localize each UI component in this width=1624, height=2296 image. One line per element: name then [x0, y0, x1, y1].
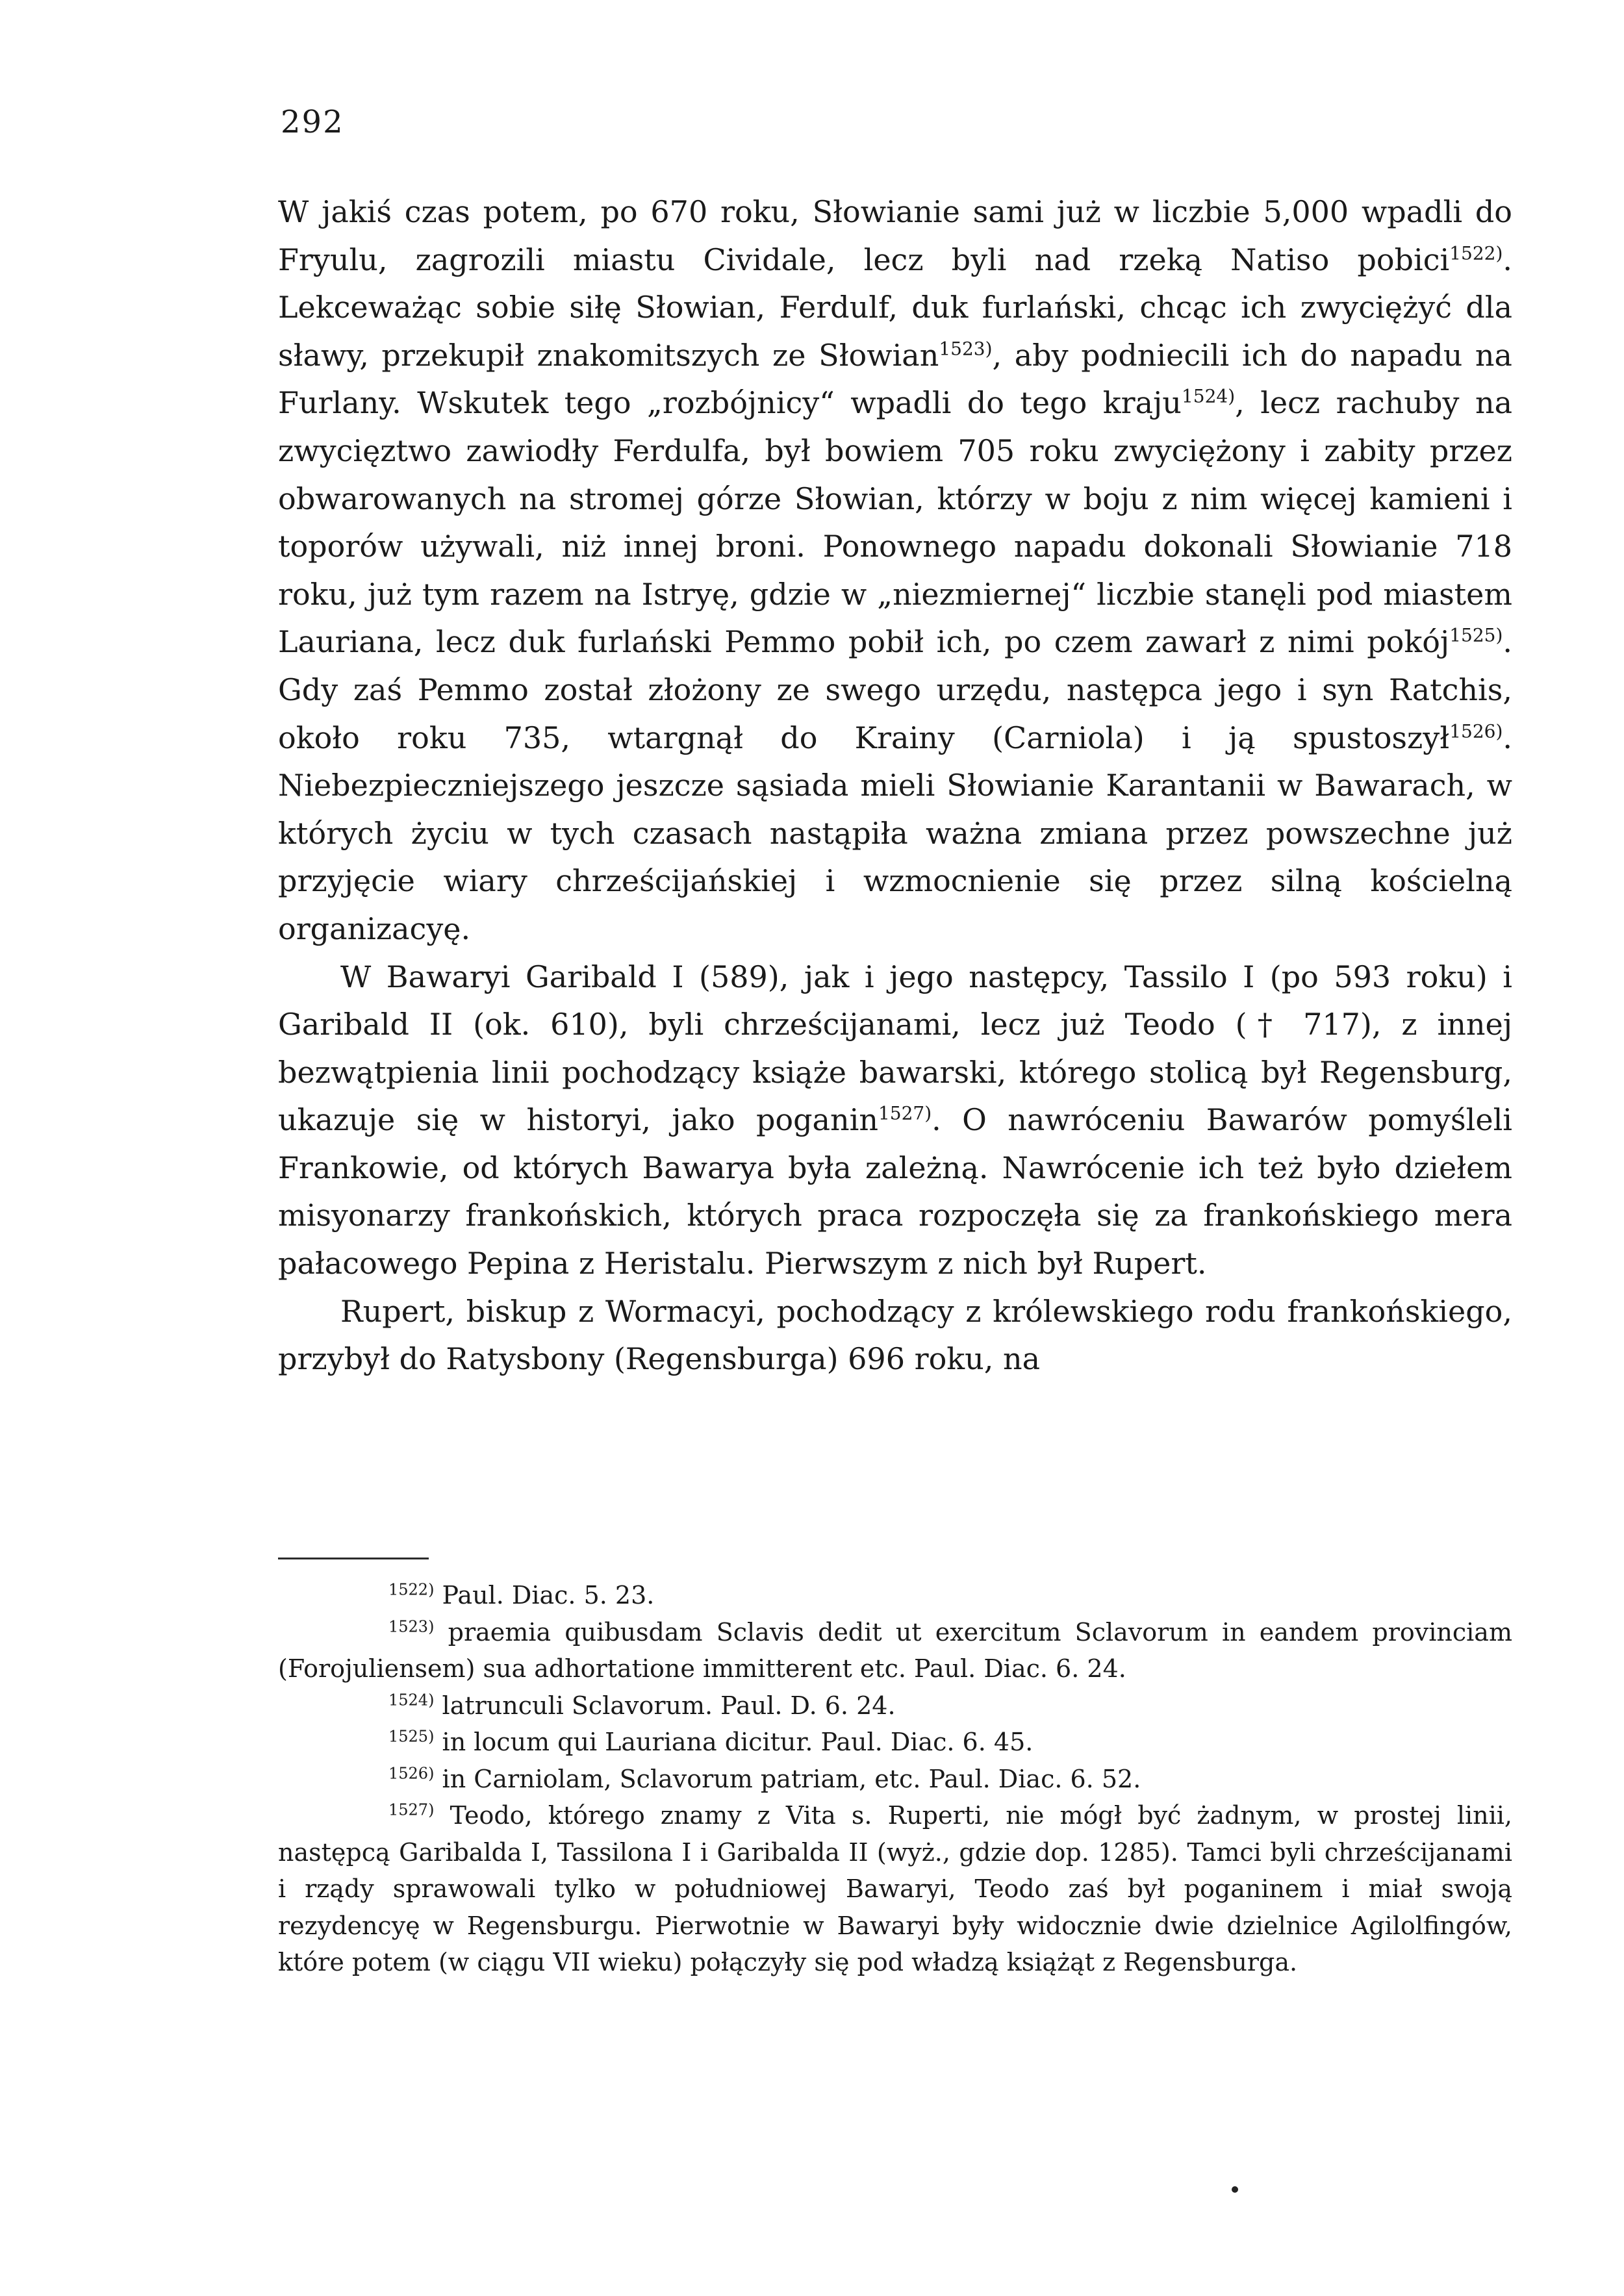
text-run: . O nawróceniu Bawarów pomyśleli Frankowie, od których Bawarya była zależną. Nawrócenie ich też było dziełem misyonarzy frankońskich, których praca rozpoczęła się za frankońskiego mera pałacowego Pepina z Heristalu. Pierwszym z nich był Rupert.: [278, 1102, 1512, 1281]
paragraph-3: [278, 1288, 1512, 1383]
paragraph-2: [278, 953, 1512, 1288]
footnote: [278, 1614, 1512, 1687]
footnote: [278, 1724, 1512, 1761]
footnote-text: in locum qui Lauriana dicitur. Paul. Diac. 6. 45.: [442, 1728, 1034, 1756]
footnote: [278, 1687, 1512, 1724]
footnote-ref-1526[interactable]: 1526): [1449, 720, 1503, 742]
page-number: 292: [281, 104, 344, 140]
text-run: W jakiś czas potem, po 670 roku, Słowianie sami już w liczbie 5,000 wpadli do Fryulu, zagrozili miastu Cividale, lecz byli nad rzeką Natiso pobici: [278, 194, 1512, 277]
footnote-ref-1527[interactable]: 1527): [878, 1102, 932, 1124]
text-run: W Bawaryi Garibald I (589), jak i jego następcy, Tassilo I (po 593 roku) i Garibald II (ok. 610), byli chrześcijanami, lecz już Teodo († 717), z innej bezwątpienia linii pochodzący książe bawarski, którego stolicą był Regensburg, ukazuje się w historyi, jako poganin: [278, 959, 1512, 1138]
main-text: [278, 188, 1512, 1383]
footnote: [278, 1761, 1512, 1798]
footnote-number: 1524): [388, 1690, 435, 1709]
printing-speck: [1232, 2186, 1238, 2193]
text-run: . Niebezpieczniejszego jeszcze sąsiada mieli Słowianie Karantanii w Bawarach, w których życiu w tych czasach nastąpiła ważna zmiana przez powszechne już przyjęcie wiary chrześcijańskiej i wzmocnienie się przez silną kościelną organizacyę.: [278, 720, 1512, 946]
footnote-number: 1525): [388, 1727, 435, 1746]
text-run: , aby podniecili ich do napadu na Furlany. Wskutek tego „rozbójnicy“ wpadli do tego kraju: [278, 337, 1512, 421]
paragraph-1: [278, 188, 1512, 953]
footnote-number: 1522): [388, 1580, 435, 1599]
footnote-number: 1526): [388, 1763, 435, 1782]
text-run: Rupert, biskup z Wormacyi, pochodzący z królewskiego rodu frankońskiego, przybył do Ratysbony (Regensburga) 696 roku, na: [278, 1293, 1512, 1377]
footnote: [278, 1577, 1512, 1614]
footnote-number: 1527): [388, 1800, 435, 1819]
footnote-ref-1522[interactable]: 1522): [1449, 242, 1503, 264]
footnote-ref-1523[interactable]: 1523): [939, 338, 993, 360]
text-run: . Gdy zaś Pemmo został złożony ze swego urzędu, następca jego i syn Ratchis, około roku 735, wtargnął do Krainy (Carniola) i ją spustoszył: [278, 624, 1512, 755]
footnote: [278, 1797, 1512, 1981]
footnote-text: Teodo, którego znamy z Vita s. Ruperti, nie mógł być żadnym, w prostej linii, następcą Garibalda I, Tassilona I i Garibalda II (wyż., gdzie dop. 1285). Tamci byli chrześcijanami i rządy sprawowali tylko w południowej Bawaryi, Teodo zaś był poganinem i miał swoją rezydencyę w Regensburgu. Pierwotnie w Bawaryi były widocznie dwie dzielnice Agilolfingów, które potem (w ciągu VII wieku) połączyły się pod władzą książąt z Regensburga.: [278, 1801, 1512, 1976]
footnotes: [278, 1577, 1512, 1981]
footnote-number: 1523): [388, 1617, 435, 1635]
footnote-text: in Carniolam, Sclavorum patriam, etc. Paul. Diac. 6. 52.: [442, 1764, 1141, 1793]
text-run: , lecz rachuby na zwycięztwo zawiodły Ferdulfa, był bowiem 705 roku zwyciężony i zabity przez obwarowanych na stromej górze Słowian, którzy w boju z nim więcej kamieni i toporów używali, niż innej broni. Ponownego napadu dokonali Słowianie 718 roku, już tym razem na Istryę, gdzie w „niezmiernej“ liczbie stanęli pod miastem Lauriana, lecz duk furlański Pemmo pobił ich, po czem zawarł z nimi pokój: [278, 385, 1512, 660]
footnote-text: latrunculi Sclavorum. Paul. D. 6. 24.: [442, 1691, 896, 1720]
footnote-text: Paul. Diac. 5. 23.: [442, 1581, 655, 1609]
footnote-ref-1525[interactable]: 1525): [1449, 625, 1503, 647]
text-run: . Lekceważąc sobie siłę Słowian, Ferdulf, duk furlański, chcąc ich zwyciężyć dla sławy, przekupił znakomitszych ze Słowian: [278, 242, 1512, 373]
footnote-text: praemia quibusdam Sclavis dedit ut exercitum Sclavorum in eandem provinciam (Forojuliensem) sua adhortatione immitterent etc. Paul. Diac. 6. 24.: [278, 1617, 1512, 1683]
footnote-ref-1524[interactable]: 1524): [1181, 386, 1236, 408]
footnote-separator: [278, 1558, 429, 1559]
